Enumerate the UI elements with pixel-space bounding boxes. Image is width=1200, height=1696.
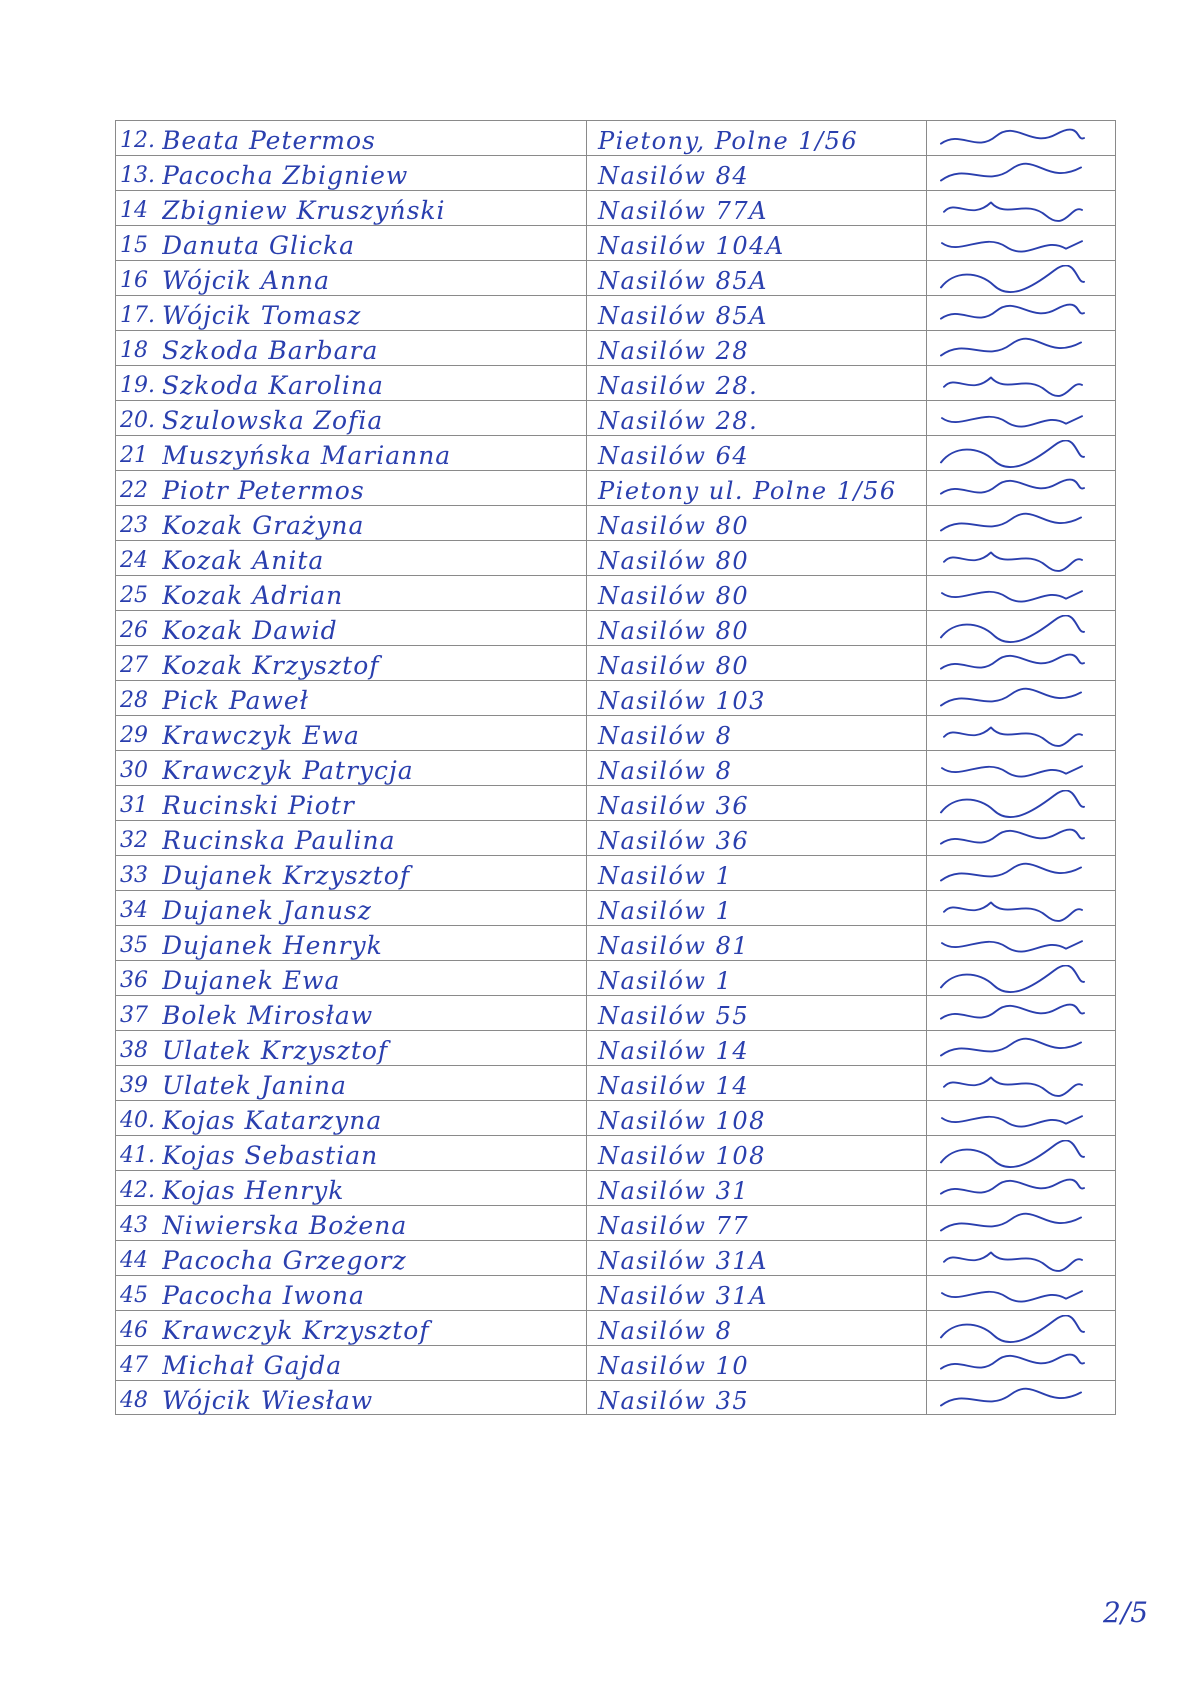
handwritten-signature [936,790,1086,818]
handwritten-signature [936,1175,1086,1203]
signer-address: Nasilów 103 [598,687,766,715]
signer-name: Danuta Glicka [162,231,356,260]
row-number: 32 [120,828,148,853]
signer-address: Nasilów 10 [598,1352,750,1380]
handwritten-signature [936,510,1086,538]
row-number: 21 [120,443,148,468]
handwritten-signature [936,300,1086,328]
row-number: 43 [120,1213,148,1238]
signer-address: Nasilów 14 [598,1072,750,1100]
signer-address: Nasilów 104A [598,232,785,260]
row-number: 33 [120,863,148,888]
signer-name: Kojas Henryk [162,1176,345,1205]
row-number: 14 [120,198,148,223]
signature-cell [926,366,1114,401]
table-row [116,681,1115,716]
signer-address: Nasilów 80 [598,582,750,610]
signature-cell [926,401,1114,436]
handwritten-signature [936,825,1086,853]
signer-address: Nasilów 55 [598,1002,750,1030]
signer-address: Nasilów 36 [598,827,750,855]
signer-name: Szulowska Zofia [162,406,384,435]
row-number: 35 [120,933,148,958]
handwritten-signature [936,1280,1086,1308]
table-row [116,1381,1115,1416]
signer-address: Nasilów 108 [598,1107,766,1135]
handwritten-signature [936,265,1086,293]
row-number: 30 [120,758,148,783]
row-number: 19. [120,373,155,398]
row-number: 42. [120,1178,155,1203]
table-row [116,1276,1115,1311]
table-row [116,1031,1115,1066]
signature-cell [926,1346,1114,1381]
handwritten-signature [936,405,1086,433]
handwritten-signature [936,615,1086,643]
handwritten-signature [936,230,1086,258]
signature-cell [926,646,1114,681]
handwritten-signature [936,1140,1086,1168]
handwritten-signature [936,895,1086,923]
signer-address: Nasilów 108 [598,1142,766,1170]
table-body [116,121,1115,1414]
signer-name: Pick Paweł [162,686,309,715]
signature-cell [926,1031,1114,1066]
signer-name: Pacocha Grzegorz [162,1246,407,1275]
signer-address: Nasilów 28. [598,372,759,400]
row-number: 27 [120,653,148,678]
signature-cell [926,611,1114,646]
row-number: 31 [120,793,148,818]
handwritten-signature [936,720,1086,748]
signature-cell [926,1276,1114,1311]
row-number: 29 [120,723,148,748]
signer-name: Muszyńska Marianna [162,441,452,470]
row-number: 22 [120,478,148,503]
signer-address: Nasilów 80 [598,617,750,645]
table-row [116,401,1115,436]
signer-name: Bolek Mirosław [162,1001,374,1030]
table-row [116,646,1115,681]
handwritten-signature [936,1210,1086,1238]
table-row [116,1171,1115,1206]
signature-cell [926,961,1114,996]
handwritten-signature [936,125,1086,153]
signer-address: Nasilów 8 [598,1317,733,1345]
signer-name: Kojas Katarzyna [162,1106,383,1135]
table-row [116,1346,1115,1381]
signature-cell [926,751,1114,786]
table-row [116,611,1115,646]
table-row [116,436,1115,471]
table-row [116,191,1115,226]
handwritten-signature [936,1035,1086,1063]
signature-cell [926,1381,1114,1416]
table-row [116,1101,1115,1136]
handwritten-signature [936,755,1086,783]
table-row [116,1241,1115,1276]
signature-cell [926,1136,1114,1171]
signature-cell [926,926,1114,961]
table-row [116,1136,1115,1171]
signature-cell [926,1066,1114,1101]
signer-name: Krawczyk Patrycja [162,756,414,785]
table-row [116,226,1115,261]
signer-name: Niwierska Bożena [162,1211,408,1240]
signature-cell [926,261,1114,296]
signature-cell [926,821,1114,856]
row-number: 25 [120,583,148,608]
table-row [116,751,1115,786]
signer-name: Beata Petermos [162,126,376,155]
row-number: 28 [120,688,148,713]
handwritten-signature [936,685,1086,713]
table-row [116,331,1115,366]
handwritten-signature [936,545,1086,573]
signer-name: Rucinski Piotr [162,791,355,820]
signature-cell [926,191,1114,226]
handwritten-signature [936,930,1086,958]
signer-address: Nasilów 1 [598,897,733,925]
handwritten-signature [936,860,1086,888]
signer-name: Ulatek Janina [162,1071,347,1100]
table-row [116,821,1115,856]
signature-cell [926,856,1114,891]
signature-cell [926,716,1114,751]
table-row [116,121,1115,156]
table-row [116,366,1115,401]
signer-address: Nasilów 1 [598,967,733,995]
signer-name: Wójcik Anna [162,266,331,295]
signer-address: Nasilów 77A [598,197,768,225]
row-number: 34 [120,898,148,923]
signature-cell [926,1101,1114,1136]
table-row [116,1066,1115,1101]
handwritten-signature [936,160,1086,188]
table-row [116,156,1115,191]
row-number: 20. [120,408,155,433]
signature-cell [926,541,1114,576]
table-row [116,471,1115,506]
handwritten-signature [936,1245,1086,1273]
signer-name: Kozak Anita [162,546,325,575]
table-row [116,891,1115,926]
handwritten-signature [936,440,1086,468]
signer-name: Rucinska Paulina [162,826,396,855]
signer-address: Nasilów 80 [598,547,750,575]
signature-cell [926,891,1114,926]
signer-address: Nasilów 80 [598,512,750,540]
table-row [116,541,1115,576]
row-number: 26 [120,618,148,643]
signature-cell [926,681,1114,716]
signer-address: Nasilów 1 [598,862,733,890]
signature-cell [926,296,1114,331]
signature-cell [926,156,1114,191]
handwritten-signature [936,335,1086,363]
signer-name: Kojas Sebastian [162,1141,379,1170]
table-row [116,261,1115,296]
handwritten-signature [936,650,1086,678]
signature-cell [926,1206,1114,1241]
table-row [116,506,1115,541]
signer-name: Ulatek Krzysztof [162,1036,389,1065]
signer-name: Kozak Dawid [162,616,338,645]
signer-name: Dujanek Ewa [162,966,341,995]
signer-name: Michał Gajda [162,1351,343,1380]
handwritten-signature [936,1000,1086,1028]
signer-name: Kozak Krzysztof [162,651,380,680]
handwritten-signature [936,1385,1086,1413]
signature-cell [926,506,1114,541]
signer-name: Krawczyk Ewa [162,721,360,750]
row-number: 47 [120,1353,148,1378]
handwritten-signature [936,1105,1086,1133]
signature-cell [926,1241,1114,1276]
signer-address: Nasilów 64 [598,442,750,470]
table-row [116,961,1115,996]
table-row [116,296,1115,331]
row-number: 40. [120,1108,155,1133]
signature-cell [926,1171,1114,1206]
signature-cell [926,331,1114,366]
signature-cell [926,121,1114,156]
signer-name: Wójcik Tomasz [162,301,362,330]
signer-address: Nasilów 8 [598,722,733,750]
signer-address: Nasilów 14 [598,1037,750,1065]
signer-name: Dujanek Krzysztof [162,861,411,890]
table-row [116,1206,1115,1241]
handwritten-signature [936,195,1086,223]
signer-name: Dujanek Janusz [162,896,372,925]
table-row [116,926,1115,961]
signer-address: Nasilów 84 [598,162,750,190]
row-number: 12. [120,128,155,153]
signer-address: Nasilów 85A [598,267,768,295]
row-number: 16 [120,268,148,293]
signer-address: Nasilów 28 [598,337,750,365]
row-number: 37 [120,1003,148,1028]
row-number: 13. [120,163,155,188]
signer-address: Nasilów 80 [598,652,750,680]
row-number: 18 [120,338,148,363]
signature-cell [926,471,1114,506]
signer-name: Krawczyk Krzysztof [162,1316,430,1345]
signer-name: Wójcik Wiesław [162,1386,374,1415]
row-number: 44 [120,1248,148,1273]
handwritten-signature [936,1350,1086,1378]
table-row [116,716,1115,751]
signer-address: Nasilów 77 [598,1212,750,1240]
table-row [116,1311,1115,1346]
row-number: 38 [120,1038,148,1063]
row-number: 48 [120,1388,148,1413]
handwritten-signature [936,475,1086,503]
signer-address: Nasilów 28. [598,407,759,435]
row-number: 36 [120,968,148,993]
table-row [116,996,1115,1031]
signer-address: Nasilów 36 [598,792,750,820]
table-row [116,856,1115,891]
row-number: 24 [120,548,148,573]
signature-cell [926,786,1114,821]
signature-cell [926,996,1114,1031]
row-number: 45 [120,1283,148,1308]
signer-address: Pietony, Polne 1/56 [598,127,859,155]
handwritten-signature [936,1070,1086,1098]
signer-address: Nasilów 31A [598,1282,768,1310]
handwritten-signature [936,370,1086,398]
signer-address: Nasilów 81 [598,932,750,960]
row-number: 15 [120,233,148,258]
signature-cell [926,436,1114,471]
handwritten-signature [936,1315,1086,1343]
signature-cell [926,1311,1114,1346]
row-number: 39 [120,1073,148,1098]
signer-address: Nasilów 85A [598,302,768,330]
signer-address: Nasilów 35 [598,1387,750,1415]
signer-name: Szkoda Barbara [162,336,379,365]
signer-name: Szkoda Karolina [162,371,384,400]
signer-name: Dujanek Henryk [162,931,383,960]
signature-cell [926,576,1114,611]
handwritten-signature [936,965,1086,993]
row-number: 41. [120,1143,155,1168]
signer-name: Kozak Adrian [162,581,344,610]
row-number: 17. [120,303,155,328]
signer-name: Pacocha Zbigniew [162,161,409,190]
table-row [116,576,1115,611]
signer-name: Zbigniew Kruszyński [162,196,446,225]
signer-address: Pietony ul. Polne 1/56 [598,477,897,505]
row-number: 46 [120,1318,148,1343]
signer-address: Nasilów 31 [598,1177,750,1205]
signer-name: Kozak Grażyna [162,511,365,540]
signer-name: Pacocha Iwona [162,1281,365,1310]
table-row [116,786,1115,821]
signature-cell [926,226,1114,261]
signer-address: Nasilów 31A [598,1247,768,1275]
signer-name: Piotr Petermos [162,476,365,505]
page-number: 2/5 [1103,1596,1149,1629]
handwritten-signature [936,580,1086,608]
row-number: 23 [120,513,148,538]
signer-address: Nasilów 8 [598,757,733,785]
signature-table [115,120,1116,1415]
